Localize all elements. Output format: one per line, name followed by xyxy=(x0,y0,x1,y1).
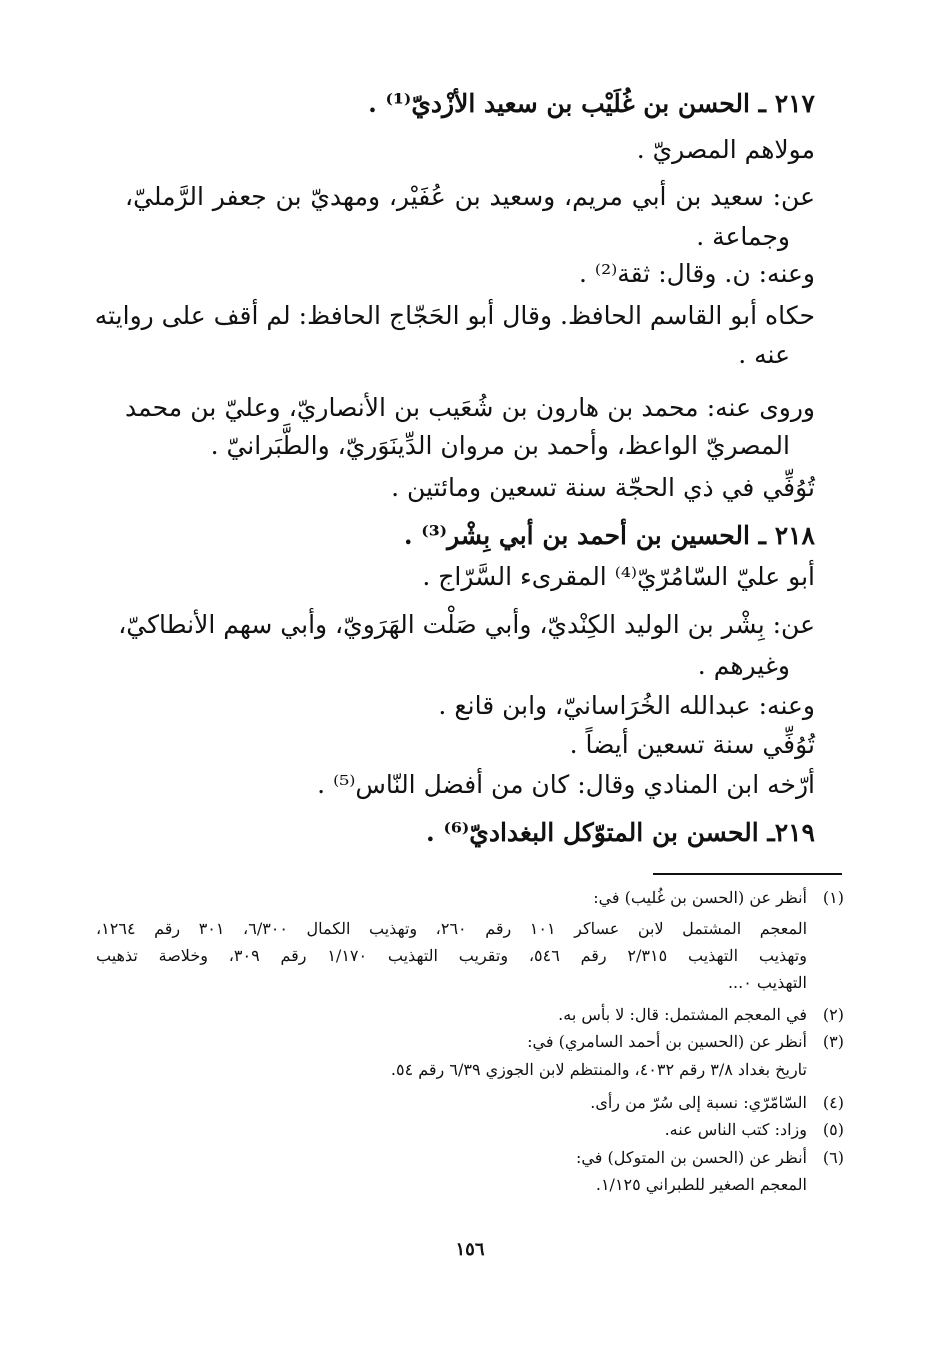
footnote-text: أنظر عن (الحسن بن غُليب) في: xyxy=(593,888,807,907)
entry-218-line: وغيرهم . xyxy=(697,651,790,680)
footnote-separator xyxy=(653,873,842,875)
footnote-number: (٢) xyxy=(822,1005,844,1024)
entry-217-heading: ٢١٧ ـ الحسن بن غُلَيْب بن سعيد الأزْديّ⁽¹⁾ . xyxy=(368,89,815,118)
footnote-number: (٦) xyxy=(822,1148,844,1167)
entry-218-line: عن: بِشْر بن الوليد الكِنْديّ، وأبي صَلْت الهَرَويّ، وأبي سهم الأنطاكيّ، xyxy=(118,610,815,639)
entry-218-heading: ٢١٨ ـ الحسين بن أحمد بن أبي بِشْر⁽³⁾ . xyxy=(403,521,815,550)
footnote-number: (٤) xyxy=(822,1093,844,1112)
footnote-text: تاريخ بغداد ٣/٨ رقم ٤٠٣٢، والمنتظم لابن الجوزي ٦/٣٩ رقم ٥٤. xyxy=(390,1060,807,1079)
entry-217-line: المصريّ الواعظ، وأحمد بن مروان الدِّينَوَريّ، والطَّبَرانيّ . xyxy=(210,431,790,460)
entry-217-line: عنه . xyxy=(738,340,790,369)
entry-218-line: أرّخه ابن المنادي وقال: كان من أفضل النّاس⁽⁵⁾ . xyxy=(317,770,815,799)
entry-217-line: حكاه أبو القاسم الحافظ. وقال أبو الحَجّاج الحافظ: لم أقف على روايته xyxy=(94,301,815,330)
footnote-number: (٥) xyxy=(822,1120,844,1139)
footnote-text: وتهذيب التهذيب ٢/٣١٥ رقم ٥٤٦، وتقريب التهذيب ١/١٧٠ رقم ٣٠٩، وخلاصة تذهيب xyxy=(96,946,807,965)
entry-217-line: مولاهم المصريّ . xyxy=(636,135,815,164)
footnote-text: أنظر عن (الحسن بن المتوكل) في: xyxy=(576,1148,807,1167)
footnote-text: المعجم المشتمل لابن عساكر ١٠١ رقم ٢٦٠، وتهذيب الكمال ٦/٣٠٠، ٣٠١ رقم ١٢٦٤، xyxy=(96,919,808,938)
entry-218-line: وعنه: عبدالله الخُرَاسانيّ، وابن قانع . xyxy=(438,691,815,720)
entry-217-line: وجماعة . xyxy=(696,222,790,251)
page-number: ١٥٦ xyxy=(455,1239,485,1260)
entry-219-heading: ٢١٩ـ الحسن بن المتوّكل البغداديّ⁽⁶⁾ . xyxy=(426,818,815,847)
entry-218-line: أبو عليّ السّامُرّيّ⁽⁴⁾ المقرىء السَّرّاج . xyxy=(422,562,815,591)
footnote-text: وزاد: كتب الناس عنه. xyxy=(664,1120,807,1139)
footnote-text: أنظر عن (الحسين بن أحمد السامري) في: xyxy=(527,1032,807,1051)
entry-217-line: عن: سعيد بن أبي مريم، وسعيد بن عُفَيْر، ومهديّ بن جعفر الرَّمليّ، xyxy=(125,182,815,211)
entry-217-line: تُوُفِّي في ذي الحجّة سنة تسعين ومائتين . xyxy=(391,473,815,502)
footnote-text: التهذيب ٠... xyxy=(727,973,807,992)
footnote-number: (١) xyxy=(822,888,844,907)
entry-217-line: وروى عنه: محمد بن هارون بن شُعَيب بن الأنصاريّ، وعليّ بن محمد xyxy=(125,393,815,422)
entry-218-line: تُوُفِّي سنة تسعين أيضاً . xyxy=(569,730,815,759)
footnote-text: في المعجم المشتمل: قال: لا بأس به. xyxy=(558,1005,807,1024)
entry-217-line: وعنه: ن. وقال: ثقة⁽²⁾ . xyxy=(579,259,815,288)
footnote-number: (٣) xyxy=(822,1032,844,1051)
footnote-text: السّامّرّي: نسبة إلى سُرّ من رأى. xyxy=(590,1093,807,1112)
footnote-text: المعجم الصغير للطبراني ١/١٢٥. xyxy=(595,1175,807,1194)
